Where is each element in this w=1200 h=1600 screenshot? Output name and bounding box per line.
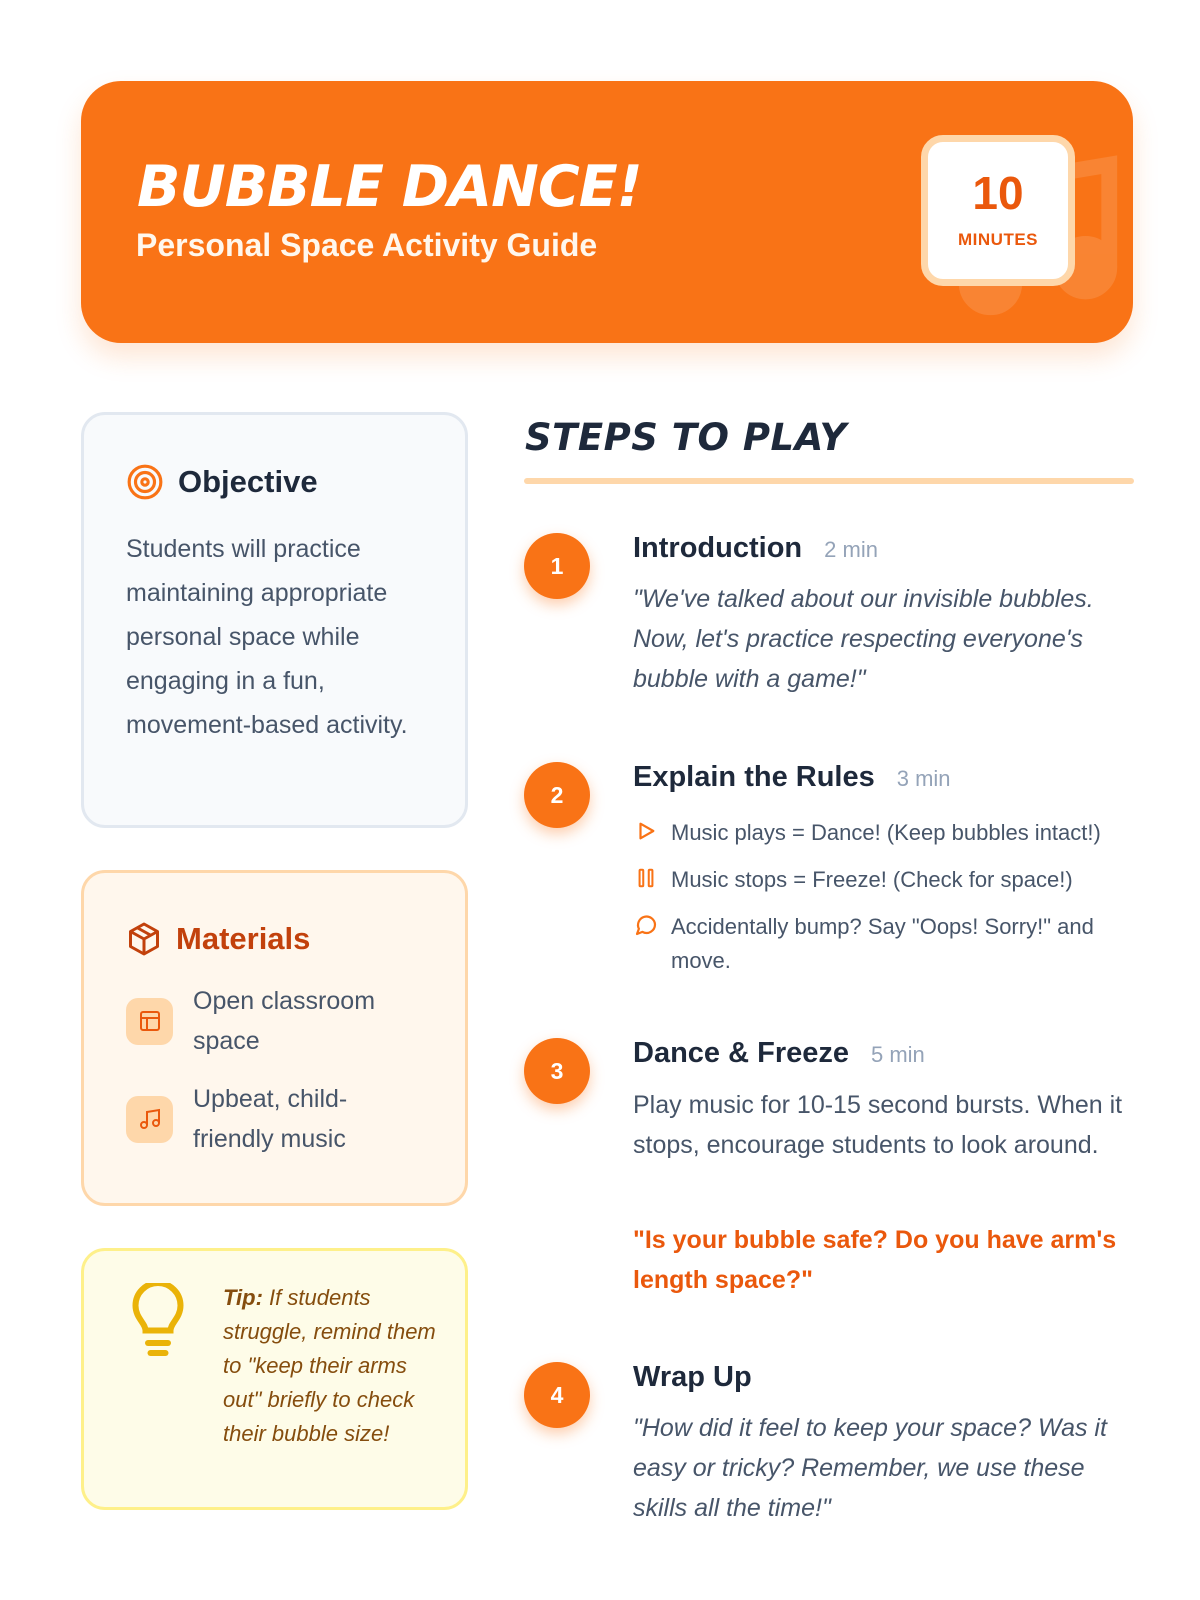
step-duration: 3 min bbox=[896, 766, 951, 791]
step-number-badge: 2 bbox=[524, 762, 590, 828]
materials-card bbox=[81, 870, 468, 1206]
objective-header bbox=[126, 463, 318, 501]
header-banner bbox=[81, 81, 1133, 343]
step-name: Introduction bbox=[633, 532, 803, 564]
step-name: Wrap Up bbox=[633, 1361, 752, 1393]
objective-text: Students will practice maintaining appropriate personal space while engaging in a fun, movement-based activity. bbox=[126, 535, 408, 739]
layout-icon bbox=[126, 998, 173, 1045]
step-name: Explain the Rules bbox=[633, 761, 875, 793]
step-number-badge: 3 bbox=[524, 1038, 590, 1104]
speech-bubble-icon bbox=[633, 910, 659, 940]
step-number-badge: 4 bbox=[524, 1362, 590, 1428]
materials-item-label: Open classroom space bbox=[193, 987, 376, 1055]
rule-text: Music stops = Freeze! (Check for space!) bbox=[671, 867, 1073, 892]
tip-text: If students struggle, remind them to "keep their arms out" briefly to check their bubble size! bbox=[223, 1285, 436, 1446]
box-icon bbox=[126, 921, 162, 957]
step-quote: "How did it feel to keep your space? Was it easy or tricky? Remember, we use these skills all the time!" bbox=[633, 1414, 1107, 1522]
step-text: Play music for 10-15 second bursts. When it stops, encourage students to look around. bbox=[633, 1091, 1123, 1159]
duration-unit: MINUTES bbox=[958, 230, 1038, 249]
duration-badge bbox=[921, 135, 1075, 286]
step-highlight-question: "Is your bubble safe? Do you have arm's length space?" bbox=[633, 1226, 1117, 1294]
lightbulb-icon bbox=[128, 1283, 188, 1363]
pause-icon bbox=[633, 863, 659, 893]
target-icon bbox=[126, 463, 164, 501]
step-header bbox=[633, 761, 951, 794]
step-quote: "We've talked about our invisible bubbles. Now, let's practice respecting everyone's bubble with a game!" bbox=[633, 585, 1094, 693]
step-name: Dance & Freeze bbox=[633, 1037, 849, 1069]
tip-text-block bbox=[223, 1281, 443, 1451]
materials-item bbox=[126, 1079, 413, 1159]
step-header bbox=[633, 1361, 752, 1394]
step-number-badge: 1 bbox=[524, 533, 590, 599]
rule-text: Music plays = Dance! (Keep bubbles intact!) bbox=[671, 820, 1101, 845]
page-title: BUBBLE DANCE! bbox=[137, 154, 642, 220]
step-header bbox=[633, 532, 878, 565]
tip-label: Tip: bbox=[223, 1285, 263, 1310]
steps-title: STEPS TO PLAY bbox=[525, 416, 847, 459]
rule-item bbox=[633, 910, 1138, 978]
rule-text: Accidentally bump? Say "Oops! Sorry!" and move. bbox=[671, 914, 1094, 973]
page-subtitle: Personal Space Activity Guide bbox=[136, 227, 598, 263]
materials-header bbox=[126, 921, 310, 957]
step-duration: 5 min bbox=[871, 1042, 925, 1067]
rule-item bbox=[633, 863, 1138, 897]
duration-value: 10 bbox=[972, 167, 1024, 219]
materials-item-label: Upbeat, child-friendly music bbox=[193, 1085, 348, 1153]
tip-card bbox=[81, 1248, 468, 1510]
objective-heading: Objective bbox=[178, 464, 318, 499]
objective-card bbox=[81, 412, 468, 828]
step-duration: 2 min bbox=[824, 537, 878, 562]
play-icon bbox=[633, 816, 659, 846]
materials-heading: Materials bbox=[176, 921, 311, 956]
steps-divider bbox=[524, 478, 1134, 484]
materials-item bbox=[126, 981, 413, 1061]
rule-item bbox=[633, 816, 1138, 850]
music-icon bbox=[126, 1096, 173, 1143]
step-header bbox=[633, 1037, 925, 1070]
